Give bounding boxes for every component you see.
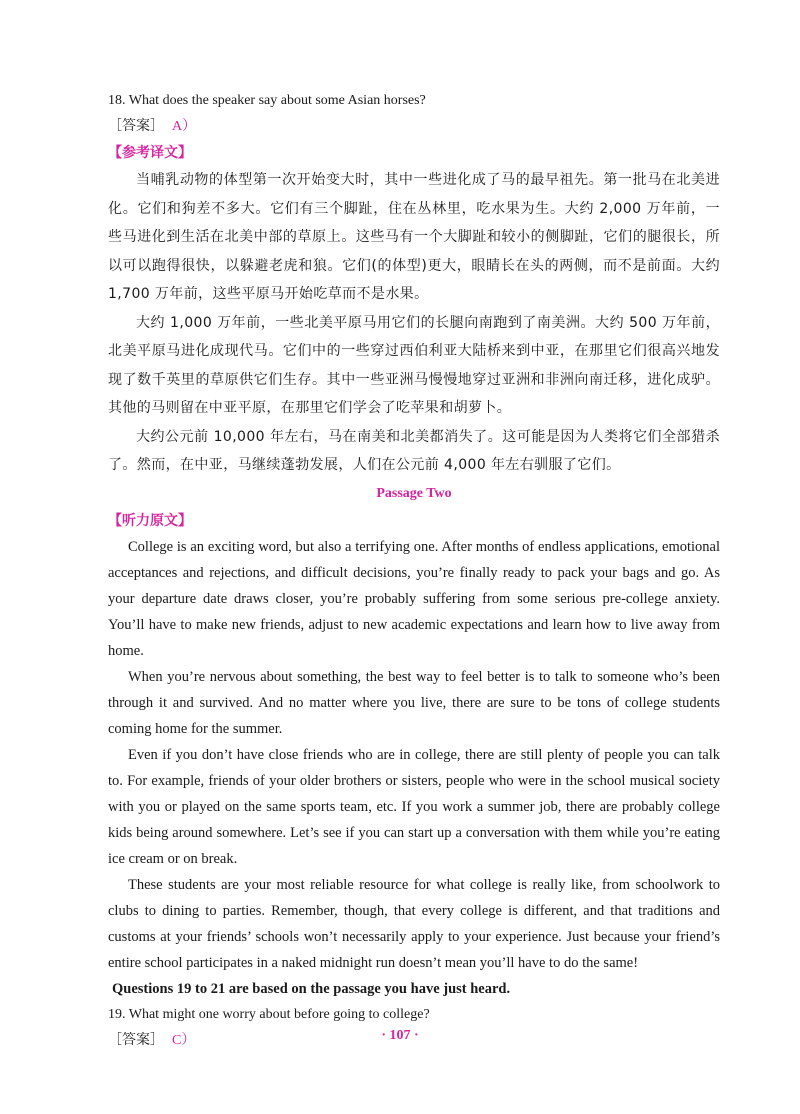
answer-label: ［答案］ bbox=[108, 119, 164, 134]
answer-value: A） bbox=[172, 119, 197, 134]
questions-heading: Questions 19 to 21 are based on the passage you have just heard. bbox=[112, 980, 511, 997]
transcript-paragraph: When you’re nervous about something, the best way to feel better is to talk to someone who’s been through it and survived. And no matter where you live, there are sure to be tons of college students coming home for the summer. bbox=[108, 668, 720, 737]
answer-18 bbox=[108, 114, 720, 140]
content-area bbox=[108, 88, 720, 1054]
question-19: 19. What might one worry about before going to college? bbox=[108, 1006, 430, 1022]
passage-title: Passage Two bbox=[376, 485, 452, 501]
translation-paragraph: 大约 1,000 万年前，一些北美平原马用它们的长腿向南跑到了南美洲。大约 500 万年前，北美平原马进化成现代马。它们中的一些穿过西伯利亚大陆桥来到中亚，在那里它们很高兴地发现了数千英里的草原供它们生存。其中一些亚洲马慢慢地穿过亚洲和非洲向南迁移，进化成驴。其他的马则留在中亚平原，在那里它们学会了吃苹果和胡萝卜。 bbox=[108, 314, 720, 416]
answer-value: C） bbox=[172, 1032, 196, 1048]
transcript-paragraph: College is an exciting word, but also a terrifying one. After months of endless applications, emotional acceptances and rejections, and difficult decisions, you’re finally ready to pack your bags and go. As your departure date draws closer, you’re probably suffering from some serious pre-college anxiety. You’ll have to make new friends, adjust to new academic expectations and learn how to live away from home. bbox=[108, 538, 720, 659]
transcript-paragraph: Even if you don’t have close friends who are in college, there are still plenty of people you can talk to. For example, friends of your older brothers or sisters, people who were in the school musical society with you or played on the same sports team, etc. If you work a summer job, there are probably college kids being around somewhere. Let’s see if you can start up a conversation with them while you’re eating ice cream or on break. bbox=[108, 746, 720, 867]
listening-transcript-label: 【听力原文】 bbox=[108, 512, 192, 529]
translation-paragraph: 当哺乳动物的体型第一次开始变大时，其中一些进化成了马的最早祖先。第一批马在北美进化。它们和狗差不多大。它们有三个脚趾，住在丛林里，吃水果为生。大约 2,000 万年前，一些马进化到生活在北美中部的草原上。这些马有一个大脚趾和较小的侧脚趾，它们的腿很长，所以可以跑得很快，以躲避老虎和狼。它们(的体型)更大，眼睛长在头的两侧，而不是前面。大约 1,700 万年前，这些平原马开始吃草而不是水果。 bbox=[108, 172, 720, 302]
transcript-paragraph: These students are your most reliable resource for what college is really like, from schoolwork to clubs to dining to parties. Remember, though, that every college is different, and that traditions and customs at your friends’ schools won’t necessarily apply to your experience. Just because your friend’s entire school participates in a naked midnight run doesn’t mean you’ll have to do the same! bbox=[108, 876, 720, 971]
reference-translation-label: 【参考译文】 bbox=[108, 145, 192, 161]
answer-label: ［答案］ bbox=[108, 1032, 164, 1048]
translation-paragraph: 大约公元前 10,000 年左右，马在南美和北美都消失了。这可能是因为人类将它们全部猎杀了。然而，在中亚，马继续蓬勃发展，人们在公元前 4,000 年左右驯服了它们。 bbox=[108, 428, 720, 473]
page-number: · 107 · bbox=[381, 1028, 419, 1043]
question-18: 18. What does the speaker say about some Asian horses? bbox=[108, 93, 426, 108]
